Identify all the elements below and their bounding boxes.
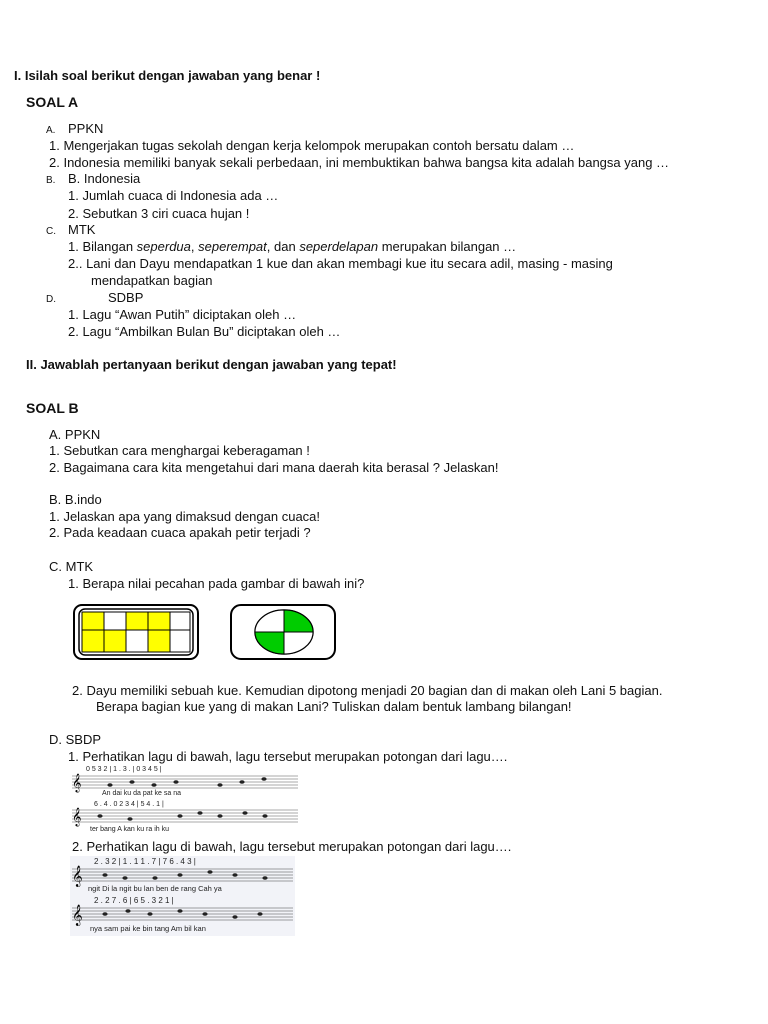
- music-score-1: [70, 766, 300, 838]
- group-c-item-2: 2.. Lani dan Dayu mendapatkan 1 kue dan akan membagi kue itu secara adil, masing - masing: [68, 256, 613, 271]
- group-b-item: 2. Sebutkan 3 ciri cuaca hujan !: [68, 206, 250, 221]
- section-1-title: I. Isilah soal berikut dengan jawaban yang benar !: [14, 68, 321, 83]
- group-c-item-1-c: ,: [190, 239, 199, 254]
- soal-b-sbdp-heading: D. SBDP: [49, 732, 102, 747]
- treble-clef-icon: 𝄞: [72, 773, 82, 792]
- group-c-letter: C.: [46, 226, 56, 237]
- soal-b-bindo-heading: B. B.indo: [49, 492, 102, 507]
- score-2-row-2-lyrics: nya sam pai ke bin tang Am bil kan: [90, 924, 206, 933]
- soal-b-sbdp-q1: 1. Perhatikan lagu di bawah, lagu tersebut merupakan potongan dari lagu….: [68, 749, 508, 764]
- soal-b-sbdp-q2: 2. Perhatikan lagu di bawah, lagu tersebut merupakan potongan dari lagu….: [72, 839, 512, 854]
- group-c-title: MTK: [68, 222, 96, 237]
- group-d-item: 1. Lagu “Awan Putih” diciptakan oleh …: [68, 307, 297, 322]
- section-2-title: II. Jawablah pertanyaan berikut dengan jawaban yang tepat!: [26, 357, 397, 372]
- group-a-letter: A.: [46, 125, 56, 136]
- treble-clef-icon: 𝄞: [72, 905, 83, 926]
- soal-b-mtk-q1: 1. Berapa nilai pecahan pada gambar di bawah ini?: [68, 576, 365, 591]
- group-c-item-1-g: merupakan bilangan …: [378, 239, 517, 254]
- group-c-item-1: [68, 239, 516, 255]
- group-d-title: SDBP: [108, 290, 144, 305]
- score-1-row-1-lyrics: An dai ku da pat ke sa na: [102, 790, 181, 797]
- group-b-item: 1. Jumlah cuaca di Indonesia ada …: [68, 188, 279, 203]
- soal-b-ppkn-heading: A. PPKN: [49, 427, 101, 442]
- soal-b-bindo-item: 1. Jelaskan apa yang dimaksud dengan cuaca!: [49, 509, 321, 524]
- group-c-item-2-cont: mendapatkan bagian: [91, 273, 213, 288]
- group-c-item-1-e: , dan: [266, 239, 300, 254]
- group-d-letter: D.: [46, 294, 56, 305]
- group-a-item: 2. Indonesia memiliki banyak sekali perbedaan, ini membuktikan bahwa bangsa kita adalah bangsa yang …: [49, 155, 670, 170]
- music-score-2: [70, 856, 295, 936]
- soal-b-ppkn-item: 1. Sebutkan cara menghargai keberagaman !: [49, 443, 310, 458]
- score-2-row-1-lyrics: ngit Di la ngit bu lan ben de rang Cah ya: [88, 884, 222, 893]
- treble-clef-icon: 𝄞: [72, 807, 82, 826]
- score-2-row-1-notes: 2 . 3 2 | 1 . 1 1 . 7 | 7 6 . 4 3 |: [94, 857, 196, 866]
- fraction-ellipse-figure: [229, 603, 337, 661]
- soal-b-ppkn-item: 2. Bagaimana cara kita mengetahui dari mana daerah kita berasal ? Jelaskan!: [49, 460, 499, 475]
- score-2-row-2-notes: 2 . 2 7 . 6 | 6 5 . 3 2 1 |: [94, 896, 174, 905]
- term-seperdua: seperdua: [136, 239, 191, 254]
- group-a-item: 1. Mengerjakan tugas sekolah dengan kerja kelompok merupakan contoh bersatu dalam …: [49, 138, 575, 153]
- soal-b-mtk-q2-line2: Berapa bagian kue yang di makan Lani? Tuliskan dalam bentuk lambang bilangan!: [96, 699, 572, 714]
- group-c-item-1-a: 1. Bilangan: [68, 239, 137, 254]
- soal-b-mtk-heading: C. MTK: [49, 559, 94, 574]
- soal-b-label: SOAL B: [26, 400, 79, 416]
- score-1-row-1-notes: 0 5 3 2 | 1 . 3 . | 0 3 4 5 |: [86, 766, 162, 773]
- group-d-item: 2. Lagu “Ambilkan Bulan Bu” diciptakan oleh …: [68, 324, 341, 339]
- soal-b-bindo-item: 2. Pada keadaan cuaca apakah petir terjadi ?: [49, 525, 311, 540]
- group-b-title: B. Indonesia: [68, 171, 141, 186]
- term-seperdelapan: seperdelapan: [299, 239, 379, 254]
- treble-clef-icon: 𝄞: [72, 866, 83, 887]
- group-a-title: PPKN: [68, 121, 104, 136]
- soal-a-label: SOAL A: [26, 94, 79, 110]
- score-1-row-2-notes: 6 . 4 . 0 2 3 4 | 5 4 . 1 |: [94, 801, 164, 808]
- rect-grid-cells: [82, 612, 190, 652]
- score-1-row-2-lyrics: ter bang A kan ku ra ih ku: [90, 826, 169, 833]
- term-seperempat: seperempat: [198, 239, 267, 254]
- group-b-letter: B.: [46, 175, 56, 186]
- fraction-rectangle-figure: [72, 603, 200, 661]
- soal-b-mtk-q2-line1: 2. Dayu memiliki sebuah kue. Kemudian dipotong menjadi 20 bagian dan di makan oleh Lani 5 bagian.: [72, 683, 663, 698]
